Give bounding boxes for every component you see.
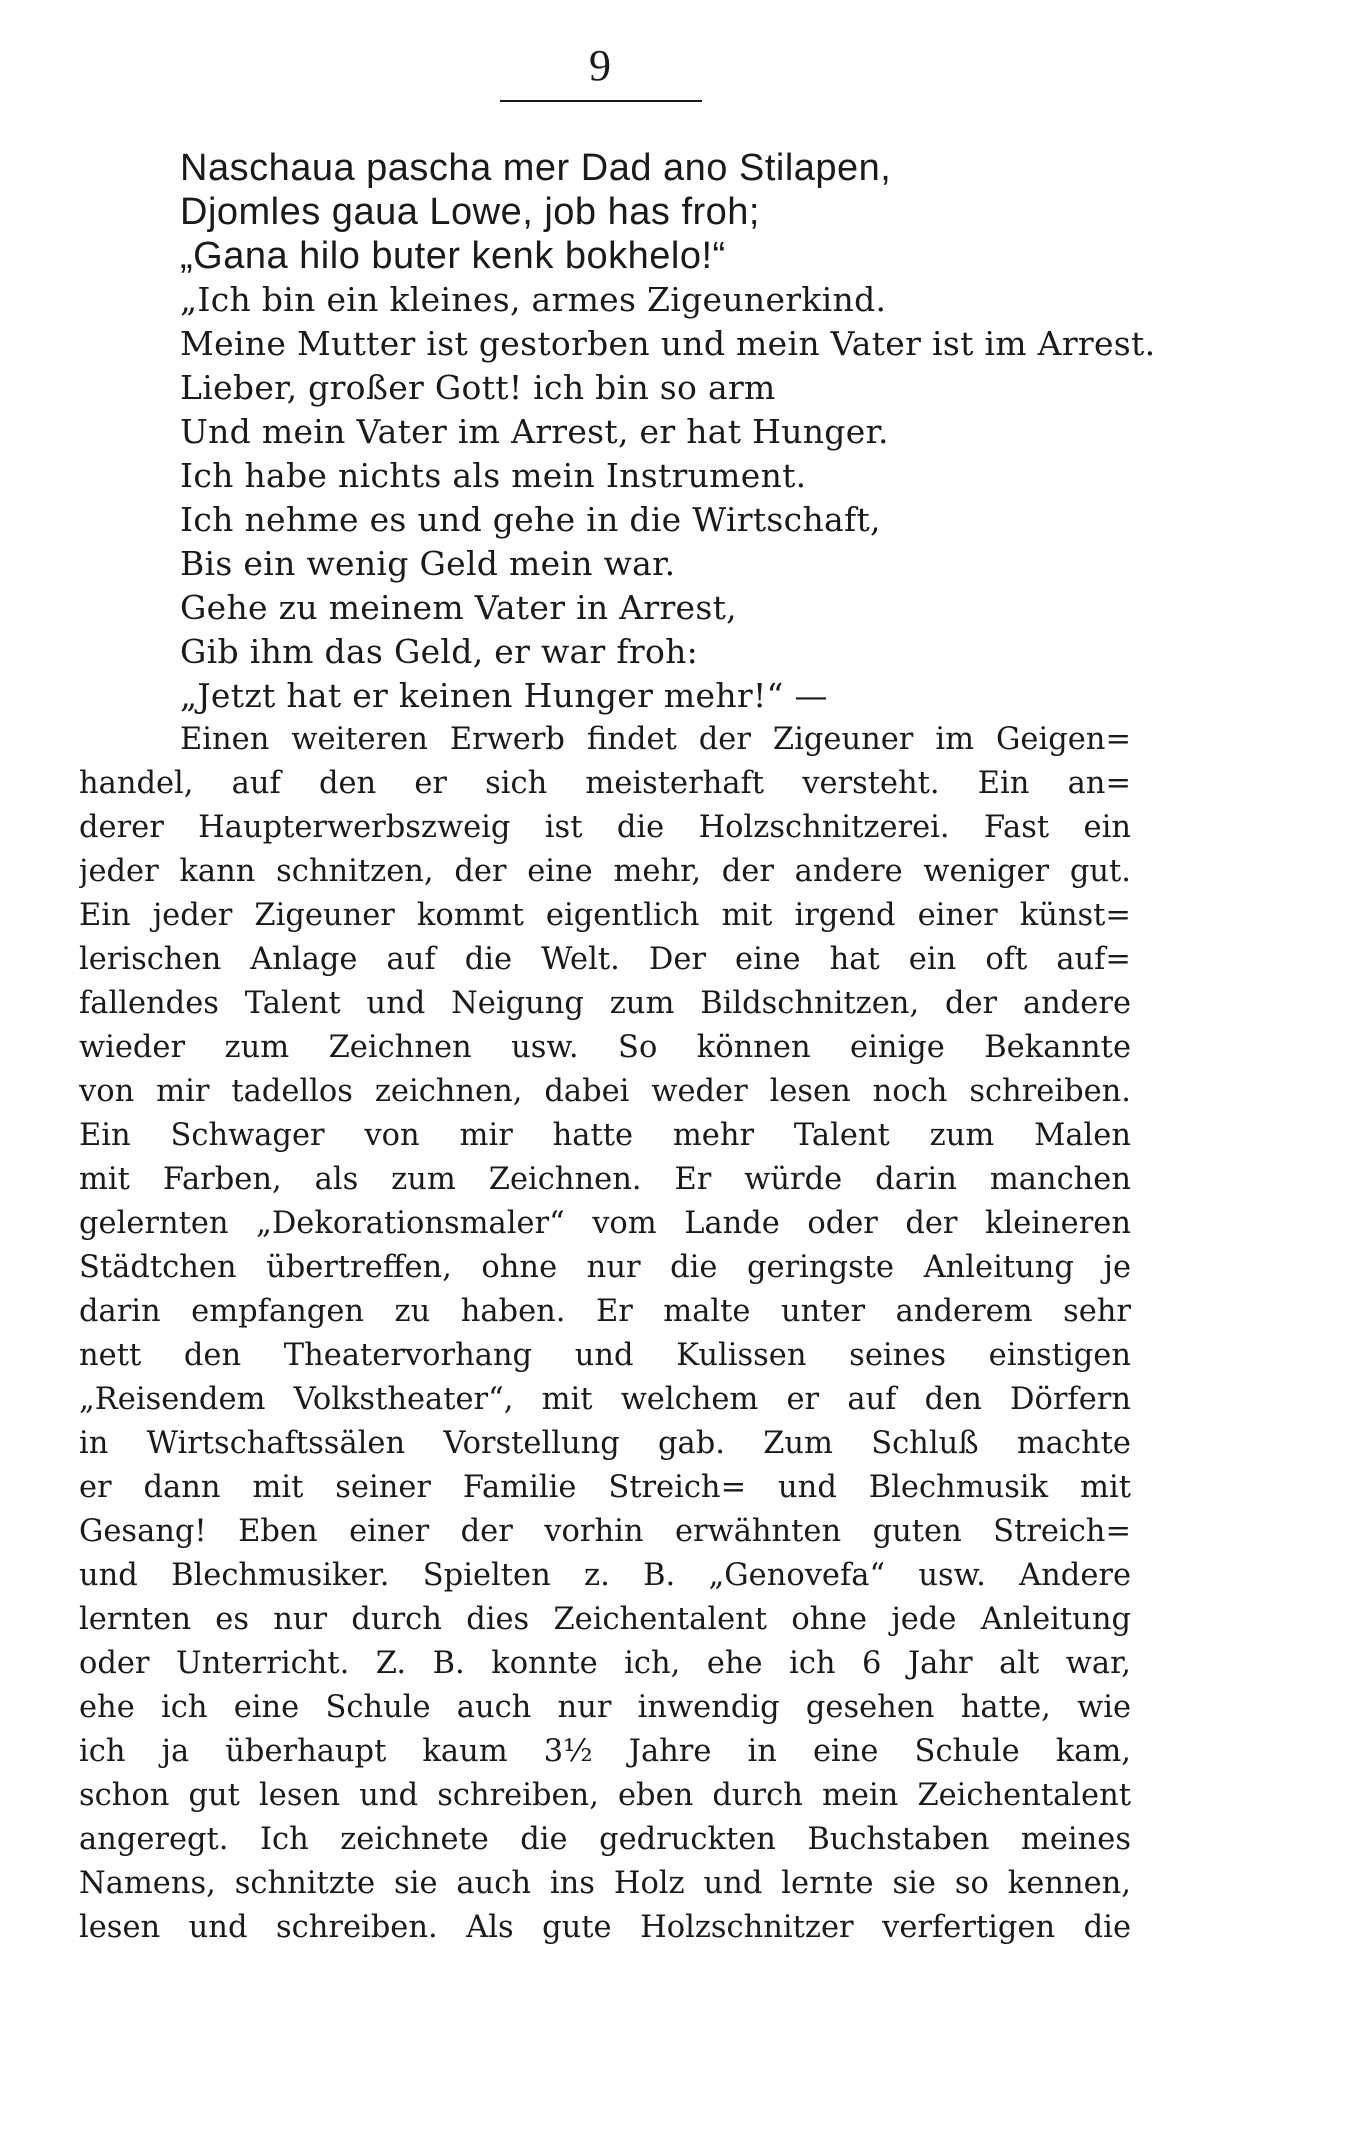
prose-line: darin empfangen zu haben. Er malte unter anderem sehr bbox=[79, 1294, 1131, 1329]
verse-line: Und mein Vater im Arrest, er hat Hunger. bbox=[180, 412, 889, 451]
prose-line: fallendes Talent und Neigung zum Bildschnitzen, der andere bbox=[79, 986, 1131, 1021]
prose-line: Namens, schnitzte sie auch ins Holz und lernte sie so kennen, bbox=[79, 1866, 1131, 1901]
verse-line: Meine Mutter ist gestorben und mein Vater ist im Arrest. bbox=[180, 324, 1156, 363]
prose-line: oder Unterricht. Z. B. konnte ich, ehe ich 6 Jahr alt war, bbox=[79, 1646, 1131, 1681]
verse-line: Bis ein wenig Geld mein war. bbox=[180, 544, 676, 583]
prose-line: und Blechmusiker. Spielten z. B. „Genovefa“ usw. Andere bbox=[79, 1558, 1131, 1593]
prose-line: ich ja überhaupt kaum 3½ Jahre in eine Schule kam, bbox=[79, 1734, 1131, 1769]
prose-line: ehe ich eine Schule auch nur inwendig gesehen hatte, wie bbox=[79, 1690, 1131, 1725]
verse-line: Ich habe nichts als mein Instrument. bbox=[180, 456, 807, 495]
page-number: 9 bbox=[589, 41, 611, 90]
prose-line: lernten es nur durch dies Zeichentalent ohne jede Anleitung bbox=[79, 1602, 1131, 1637]
prose-line: Ein jeder Zigeuner kommt eigentlich mit irgend einer künst= bbox=[79, 898, 1131, 933]
page-number-rule bbox=[500, 100, 702, 102]
prose-line: gelernten „Dekorationsmaler“ vom Lande oder der kleineren bbox=[79, 1206, 1131, 1241]
prose-line: Einen weiteren Erwerb findet der Zigeuner im Geigen= bbox=[180, 722, 1131, 757]
verse-line: Naschaua pascha mer Dad ano Stilapen, bbox=[180, 147, 892, 189]
prose-line: in Wirtschaftssälen Vorstellung gab. Zum Schluß machte bbox=[79, 1426, 1131, 1461]
verse-line: Gehe zu meinem Vater in Arrest, bbox=[180, 588, 737, 627]
verse-line: Lieber, großer Gott! ich bin so arm bbox=[180, 368, 776, 407]
prose-line: mit Farben, als zum Zeichnen. Er würde darin manchen bbox=[79, 1162, 1131, 1197]
prose-line: jeder kann schnitzen, der eine mehr, der andere weniger gut. bbox=[79, 854, 1131, 889]
prose-line: lerischen Anlage auf die Welt. Der eine hat ein oft auf= bbox=[79, 942, 1131, 977]
verse-line: „Jetzt hat er keinen Hunger mehr!“ — bbox=[180, 676, 828, 715]
prose-line: schon gut lesen und schreiben, eben durch mein Zeichentalent bbox=[79, 1778, 1131, 1813]
verse-line: Gib ihm das Geld, er war froh: bbox=[180, 632, 699, 671]
prose-line: angeregt. Ich zeichnete die gedruckten Buchstaben meines bbox=[79, 1822, 1131, 1857]
prose-line: Städtchen übertreffen, ohne nur die geringste Anleitung je bbox=[79, 1250, 1131, 1285]
prose-line: von mir tadellos zeichnen, dabei weder lesen noch schreiben. bbox=[79, 1074, 1131, 1109]
prose-line: Gesang! Eben einer der vorhin erwähnten guten Streich= bbox=[79, 1514, 1131, 1549]
prose-line: derer Haupterwerbszweig ist die Holzschnitzerei. Fast ein bbox=[79, 810, 1131, 845]
verse-block bbox=[180, 146, 1155, 718]
prose-line: nett den Theatervorhang und Kulissen seines einstigen bbox=[79, 1338, 1131, 1373]
verse-line: Djomles gaua Lowe, job has froh; bbox=[180, 191, 760, 233]
verse-line: „Gana hilo buter kenk bokhelo!“ bbox=[180, 235, 726, 277]
prose-line: „Reisendem Volkstheater“, mit welchem er auf den Dörfern bbox=[79, 1382, 1131, 1417]
prose-line: lesen und schreiben. Als gute Holzschnitzer verfertigen die bbox=[79, 1910, 1131, 1945]
prose-paragraph bbox=[79, 718, 1131, 1950]
verse-line: Ich nehme es und gehe in die Wirtschaft, bbox=[180, 500, 881, 539]
verse-line: „Ich bin ein kleines, armes Zigeunerkind. bbox=[180, 280, 887, 319]
prose-line: Ein Schwager von mir hatte mehr Talent zum Malen bbox=[79, 1118, 1131, 1153]
prose-line: wieder zum Zeichnen usw. So können einige Bekannte bbox=[79, 1030, 1131, 1065]
prose-line: handel, auf den er sich meisterhaft versteht. Ein an= bbox=[79, 766, 1131, 801]
prose-line: er dann mit seiner Familie Streich= und Blechmusik mit bbox=[79, 1470, 1131, 1505]
